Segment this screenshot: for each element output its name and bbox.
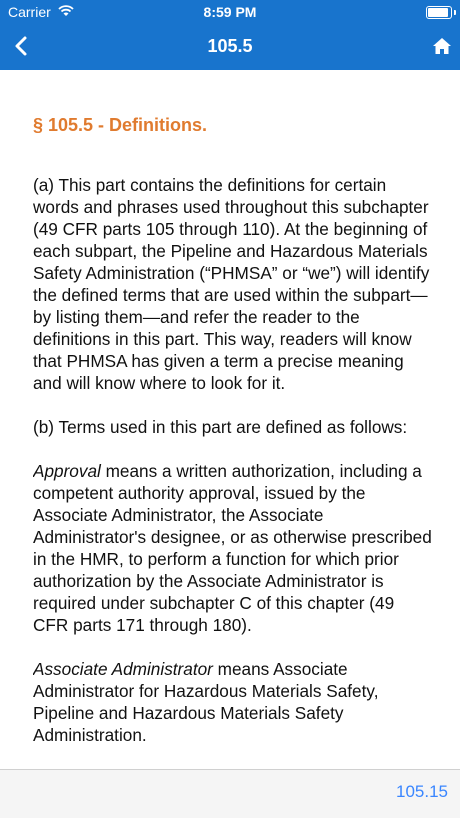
definition-associate-administrator	[33, 658, 433, 746]
navigation-bar	[0, 24, 460, 70]
battery-icon	[426, 6, 452, 19]
paragraph-b: (b) Terms used in this part are defined as follows:	[33, 417, 408, 437]
battery-tip	[454, 10, 456, 15]
definition-approval	[33, 460, 433, 636]
carrier-label: Carrier	[8, 4, 51, 20]
next-section-link[interactable]: 105.15	[396, 782, 448, 801]
definition-approval-text: means a written authorization, including a competent authority approval, issued by the Associate Administrator, the Associate Administrator's designee, or as otherwise prescribed in the HMR, to perform a function for which prior authorization by the Associate Administrator is required under subchapter C of this chapter (49 CFR parts 171 through 180).	[33, 461, 432, 635]
clock: 8:59 PM	[203, 4, 257, 20]
home-icon[interactable]	[432, 36, 452, 56]
page-title: 105.5	[207, 36, 253, 56]
definition-associate-administrator-text: means Associate Administrator for Hazardous Materials Safety, Pipeline and Hazardous Materials Safety Administration.	[33, 659, 379, 745]
term-associate-administrator: Associate Administrator	[33, 659, 213, 679]
term-approval: Approval	[33, 461, 101, 481]
paragraph-a: (a) This part contains the definitions for certain words and phrases used throughout this subchapter (49 CFR parts 105 through 110). At the beginning of each subpart, the Pipeline and Hazardous Materials Safety Administration (“PHMSA” or “we”) will identify the defined terms that are used within the subpart—by listing them—and refer the reader to the definitions in this part. This way, readers will know that PHMSA has given a term a precise meaning and will know where to look for it.	[33, 175, 430, 393]
document-content	[33, 70, 433, 770]
bottom-toolbar	[0, 769, 460, 818]
section-heading: § 105.5 - Definitions.	[33, 115, 208, 135]
status-bar	[0, 0, 460, 24]
